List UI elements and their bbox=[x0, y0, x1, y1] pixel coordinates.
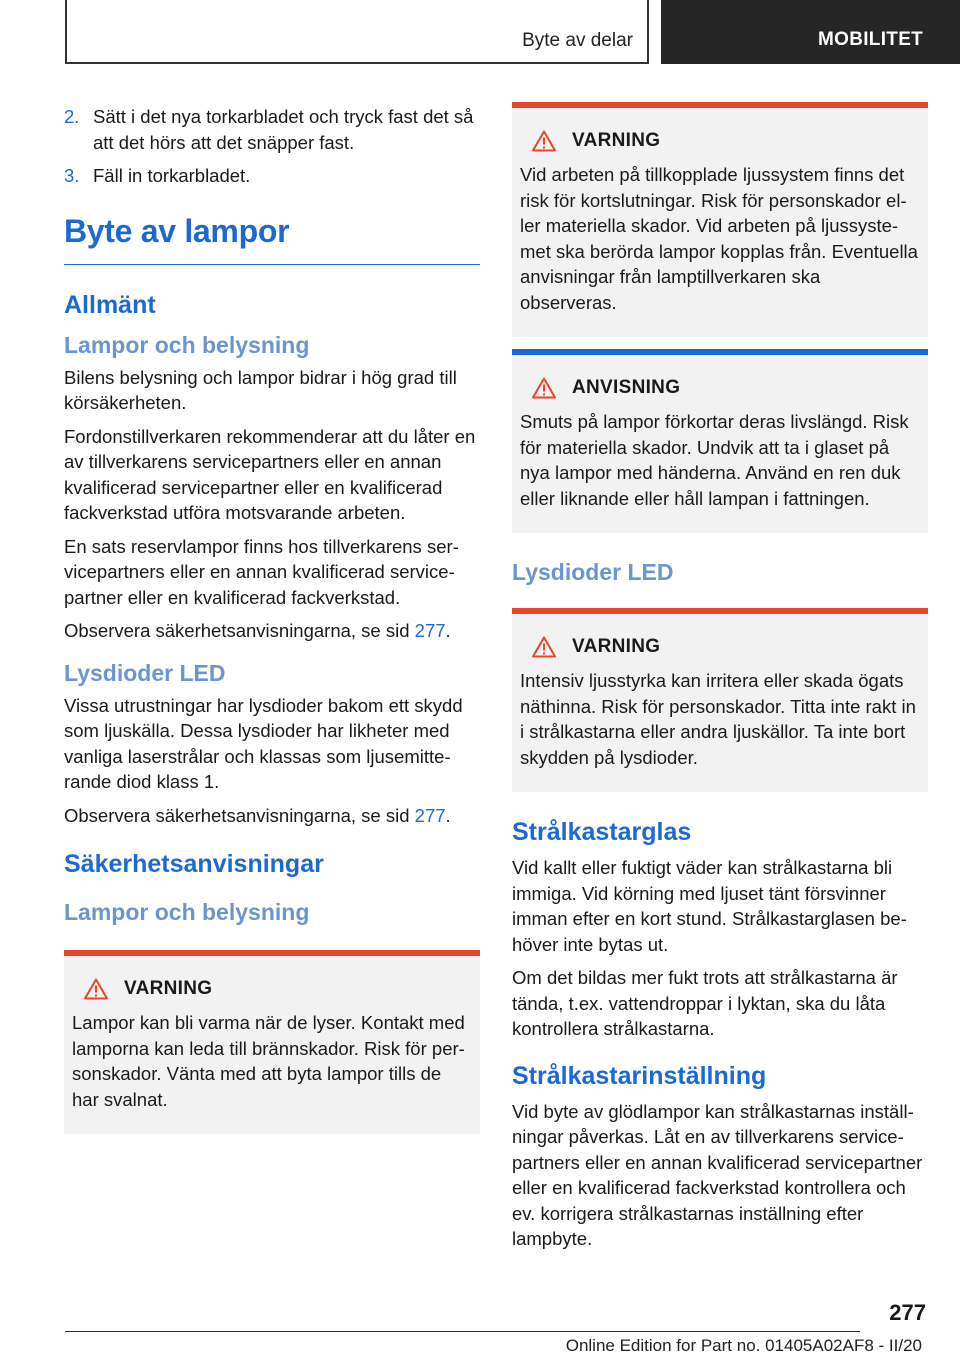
paragraph-text: . bbox=[445, 804, 451, 826]
warning-box bbox=[512, 102, 928, 337]
notice-text: Smuts på lampor förkortar deras livslängd. Risk för materiella skador. Undvik att ta i glaset på nya lampor med händerna. Använd en ren duk eller liknande eller håll lampan i fattningen. bbox=[520, 411, 909, 509]
chapter-tab bbox=[661, 0, 960, 64]
footer-divider bbox=[65, 1331, 860, 1332]
chapter-heading: Byte av lampor bbox=[64, 213, 480, 265]
step-text: Sätt i det nya torkarbladet och tryck fast det så att det hörs att det snäpper fast. bbox=[93, 106, 474, 153]
step-number: 3. bbox=[64, 165, 80, 186]
notice-box bbox=[512, 349, 928, 533]
edition-note: Online Edition for Part no. 01405A02AF8 - II/20 bbox=[565, 1336, 922, 1355]
chapter-tab-label: MOBILITET bbox=[818, 29, 924, 50]
paragraph: En sats reservlampor finns hos tillverkarens servicepartners eller en annan kvalificerad servicepartner eller en kvalificerad fackverkstad. bbox=[64, 535, 459, 608]
warning-triangle-icon bbox=[84, 978, 108, 1000]
paragraph-text: Observera säkerhetsanvisningarna, se sid bbox=[64, 804, 415, 826]
warning-triangle-icon bbox=[532, 636, 556, 658]
paragraph-with-link bbox=[64, 618, 480, 644]
step-item bbox=[64, 163, 480, 189]
subheading-led: Lysdioder LED bbox=[512, 559, 674, 585]
section-heading-safety: Säkerhetsanvisningar bbox=[64, 850, 324, 878]
notice-title bbox=[532, 377, 920, 399]
warning-title bbox=[84, 978, 472, 1000]
warning-text: Lampor kan bli varma när de lyser. Kontakt med lamporna kan leda till brännskador. Risk för personskador. Vänta med att byta lampor tills de har svalnat. bbox=[72, 1012, 465, 1110]
warning-title-text: VARNING bbox=[124, 978, 213, 999]
step-number: 2. bbox=[64, 106, 80, 127]
warning-text: Intensiv ljusstyrka kan irritera eller skada ögats näthinna. Risk för personskador. Titta inte rakt in i strålkastarna eller andra ljuskällor. Ta inte bort skydden på lysdioder. bbox=[520, 670, 916, 768]
warning-title bbox=[532, 636, 920, 658]
warning-title-text: VARNING bbox=[572, 636, 661, 657]
section-heading-glass: Strålkastarglas bbox=[512, 818, 692, 846]
paragraph: Vid kallt eller fuktigt väder kan strålkastarna bli immiga. Vid körning med ljuset tänt försvinner imman efter en kort stund. Strålkastarglasen behöver inte bytas ut. bbox=[512, 857, 907, 955]
warning-title-text: VARNING bbox=[572, 130, 661, 151]
paragraph: Vid byte av glödlampor kan strålkastarnas inställningar påverkas. Låt en av tillverkarens servicepartners eller en annan kvalificerad servicepartner eller en kvalificerad fackverkstad kontrollera och ev. korrigera strålkastarnas inställning efter lampbyte. bbox=[512, 1100, 923, 1249]
step-list bbox=[64, 104, 480, 189]
warning-box bbox=[512, 608, 928, 792]
paragraph-with-link bbox=[64, 803, 480, 829]
header-frame bbox=[65, 0, 649, 64]
subheading-lamps-safety: Lampor och belysning bbox=[64, 899, 310, 925]
warning-box bbox=[64, 950, 480, 1134]
notice-title-text: ANVISNING bbox=[572, 377, 681, 398]
paragraph-text: Observera säkerhetsanvisningarna, se sid bbox=[64, 620, 415, 641]
left-column bbox=[64, 100, 480, 1134]
right-column bbox=[512, 102, 928, 1260]
page-reference-link[interactable]: 277 bbox=[414, 620, 446, 641]
section-title: Byte av delar bbox=[522, 30, 633, 51]
paragraph: Fordonstillverkaren rekommenderar att du låter en av tillverkarens servicepartners eller en annan kvalificerad servicepartner eller en kvalificerad fackverkstad utföra motsvarande arbeten. bbox=[64, 425, 476, 523]
warning-text: Vid arbeten på tillkopplade ljussystem finns det risk för kortslutningar. Risk för personskador eller materiella skador. Vid arbeten på ljussystemet ska berörda lampor kopplas från. Eventuella anvisningar från lamptillverkaren ska observeras. bbox=[520, 164, 918, 313]
paragraph-text: . bbox=[445, 620, 451, 641]
page-reference-link[interactable]: 277 bbox=[414, 804, 446, 826]
subheading-lamps: Lampor och belysning bbox=[64, 331, 310, 358]
paragraph: Om det bildas mer fukt trots att strålkastarna är tända, t.ex. vattendroppar i lyktan, ska du låta kontrollera strålkastarna. bbox=[512, 967, 898, 1039]
page-number: 277 bbox=[889, 1300, 926, 1325]
step-item bbox=[64, 104, 480, 155]
warning-triangle-icon bbox=[532, 377, 556, 399]
warning-title bbox=[532, 130, 920, 152]
paragraph: Bilens belysning och lampor bidrar i hög grad till körsäkerheten. bbox=[64, 366, 457, 413]
paragraph: Vissa utrustningar har lysdioder bakom ett skydd som ljuskälla. Dessa lysdioder har likheter med vanliga laserstrålar och klassas som ljusemitterande diod klass 1. bbox=[64, 694, 463, 792]
subheading-led: Lysdioder LED bbox=[64, 659, 226, 686]
section-heading-adjustment: Strålkastarinställning bbox=[512, 1061, 767, 1090]
section-heading-general: Allmänt bbox=[64, 290, 156, 319]
warning-triangle-icon bbox=[532, 130, 556, 152]
step-text: Fäll in torkarbladet. bbox=[93, 165, 251, 186]
